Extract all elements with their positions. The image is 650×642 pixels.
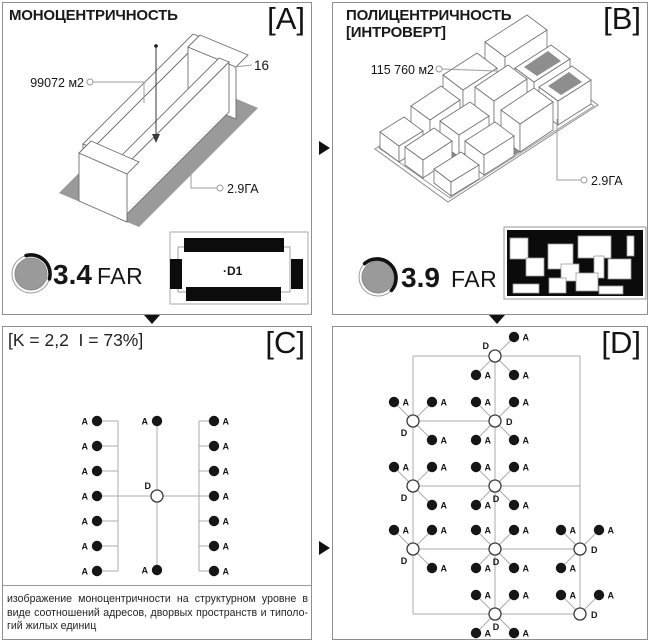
node-label: A — [522, 590, 529, 601]
monocentric-axonometric-drawing — [3, 3, 311, 314]
courtyard-node — [489, 350, 501, 362]
address-node — [509, 590, 519, 600]
node-label: A — [222, 516, 229, 527]
node-label: A — [522, 628, 529, 639]
node-label: A — [440, 397, 447, 408]
courtyard-node — [407, 543, 419, 555]
node-label: A — [484, 500, 491, 511]
address-node — [471, 563, 481, 573]
node-label: A — [440, 525, 447, 536]
node-label: D — [400, 428, 408, 438]
address-node — [509, 370, 519, 380]
caption-line: изображение моноцентричности на структурном уровне в — [7, 593, 308, 605]
node-label: D — [492, 557, 500, 567]
caption-line: виде соотношений адресов, дворвых пространств и типоло- — [7, 606, 308, 619]
far-gauge — [359, 258, 397, 296]
address-node — [471, 370, 481, 380]
courtyard-node — [489, 543, 501, 555]
address-node — [509, 435, 519, 445]
address-node — [92, 566, 102, 576]
panel-b-tag: [B] — [603, 1, 641, 36]
address-node — [471, 500, 481, 510]
far-value: 3.9 — [401, 262, 440, 293]
node-label: D — [492, 622, 500, 632]
panel-c-title: [K = 2,2 I = 73%] — [8, 330, 144, 350]
node-label: A — [607, 525, 614, 536]
address-node — [471, 462, 481, 472]
courtyard-node — [407, 415, 419, 427]
node-label: A — [522, 332, 529, 343]
address-node — [556, 563, 566, 573]
courtyard-node — [489, 415, 501, 427]
caption-text — [7, 593, 308, 634]
panel-a-title: МОНОЦЕНТРИЧНОСТЬ — [9, 7, 178, 24]
address-node — [152, 416, 162, 426]
address-node — [471, 435, 481, 445]
plan-courtyard-label: ·D1 — [223, 264, 243, 278]
far-unit: FAR — [451, 266, 498, 292]
node-label: D — [506, 417, 513, 427]
floors-label: 16 — [254, 58, 270, 73]
panel-d-structure-poly — [332, 326, 648, 640]
site-leader — [191, 171, 223, 191]
node-label: A — [569, 563, 576, 574]
address-node — [209, 516, 219, 526]
panel-c-structure-mono — [2, 326, 312, 640]
node-label: D — [400, 556, 408, 566]
node-label: D — [400, 493, 408, 503]
area-label: 115 760 м2 — [370, 63, 434, 77]
node-label: A — [222, 566, 229, 577]
address-node — [427, 563, 437, 573]
address-node — [556, 590, 566, 600]
address-node — [509, 462, 519, 472]
node-label: A — [440, 563, 447, 574]
panel-b-polycentricity — [332, 2, 648, 315]
address-node — [471, 628, 481, 638]
address-node — [389, 462, 399, 472]
site-label: 2.9ГА — [227, 182, 259, 196]
node-label: D — [482, 341, 489, 351]
node-label: A — [81, 566, 88, 577]
courtyard-node — [151, 490, 163, 502]
node-label: A — [484, 590, 491, 601]
node-label: A — [484, 525, 491, 536]
address-node — [556, 525, 566, 535]
node-label: A — [141, 416, 148, 427]
courtyard-node — [574, 543, 586, 555]
panel-b-subtitle: [ИНТРОВЕРТ] — [346, 24, 446, 41]
address-node — [427, 397, 437, 407]
node-label: A — [81, 541, 88, 552]
node-label: A — [440, 435, 447, 446]
panel-a-monocentricity — [2, 2, 312, 315]
node-label: A — [522, 500, 529, 511]
node-label: A — [402, 525, 409, 536]
address-node — [209, 541, 219, 551]
address-node — [509, 563, 519, 573]
address-node — [594, 590, 604, 600]
node-label: A — [81, 416, 88, 427]
polycentric-axonometric-drawing — [333, 3, 647, 314]
arrow-c-to-d-icon — [319, 541, 330, 555]
area-label: 99072 м2 — [30, 76, 84, 90]
node-label: A — [484, 462, 491, 473]
address-node — [209, 466, 219, 476]
site-label: 2.9ГА — [591, 174, 623, 188]
address-node — [427, 500, 437, 510]
address-node — [92, 516, 102, 526]
node-label: A — [81, 466, 88, 477]
figure-ground-plan — [504, 227, 646, 299]
address-node — [509, 525, 519, 535]
panel-b-title: ПОЛИЦЕНТРИЧНОСТЬ — [346, 7, 512, 24]
node-label: A — [607, 590, 614, 601]
caption-divider — [3, 585, 311, 586]
node-label: D — [144, 481, 151, 491]
node-label: A — [522, 462, 529, 473]
arrow-b-to-d-icon — [489, 315, 505, 324]
node-label: A — [222, 416, 229, 427]
node-label: D — [591, 545, 598, 555]
courtyard-node — [407, 480, 419, 492]
node-label: A — [81, 516, 88, 527]
node-label: A — [81, 441, 88, 452]
address-node — [427, 462, 437, 472]
address-node — [92, 441, 102, 451]
node-label: A — [522, 525, 529, 536]
address-node — [209, 566, 219, 576]
block-cluster — [380, 15, 591, 196]
address-node — [427, 435, 437, 445]
node-label: A — [440, 500, 447, 511]
node-label: A — [522, 397, 529, 408]
node-label: A — [81, 491, 88, 502]
courtyard-node — [489, 608, 501, 620]
block-plan-diagram — [170, 232, 308, 304]
node-label: A — [569, 590, 576, 601]
address-node — [471, 525, 481, 535]
address-node — [389, 397, 399, 407]
node-label: A — [141, 565, 148, 576]
far-value: 3.4 — [53, 259, 92, 290]
address-node — [152, 565, 162, 575]
address-node — [471, 590, 481, 600]
address-node — [209, 416, 219, 426]
address-node — [92, 416, 102, 426]
node-label: A — [484, 435, 491, 446]
node-label: A — [402, 397, 409, 408]
node-label: A — [522, 370, 529, 381]
address-node — [471, 397, 481, 407]
far-gauge — [12, 255, 50, 293]
arrow-a-to-c-icon — [144, 315, 160, 324]
address-node — [509, 397, 519, 407]
address-node — [92, 466, 102, 476]
node-label: A — [522, 435, 529, 446]
address-node — [594, 525, 604, 535]
arrow-a-to-b-icon — [319, 141, 330, 155]
node-label: A — [402, 462, 409, 473]
node-label: D — [492, 494, 500, 504]
courtyard-node — [574, 608, 586, 620]
node-label: A — [222, 541, 229, 552]
panel-a-tag: [A] — [267, 1, 305, 36]
node-label: A — [222, 491, 229, 502]
node-label: A — [484, 370, 491, 381]
panel-c-tag: [C] — [265, 325, 305, 360]
caption-line: гий жилых единиц — [7, 620, 97, 632]
panel-d-tag: [D] — [601, 325, 641, 360]
node-label: A — [440, 462, 447, 473]
node-label: A — [484, 563, 491, 574]
address-node — [92, 541, 102, 551]
address-node — [92, 491, 102, 501]
node-label: A — [484, 628, 491, 639]
address-node — [427, 525, 437, 535]
address-node — [209, 441, 219, 451]
address-node — [209, 491, 219, 501]
courtyard-node — [489, 480, 501, 492]
node-label: A — [522, 563, 529, 574]
address-node — [509, 500, 519, 510]
node-label: A — [222, 441, 229, 452]
node-label: D — [591, 610, 598, 620]
far-unit: FAR — [97, 263, 144, 289]
polycentric-structure-diagram — [333, 327, 647, 639]
address-node — [509, 628, 519, 638]
node-label: A — [569, 525, 576, 536]
node-label: A — [222, 466, 229, 477]
address-node — [389, 525, 399, 535]
address-node — [509, 332, 519, 342]
node-label: A — [484, 397, 491, 408]
